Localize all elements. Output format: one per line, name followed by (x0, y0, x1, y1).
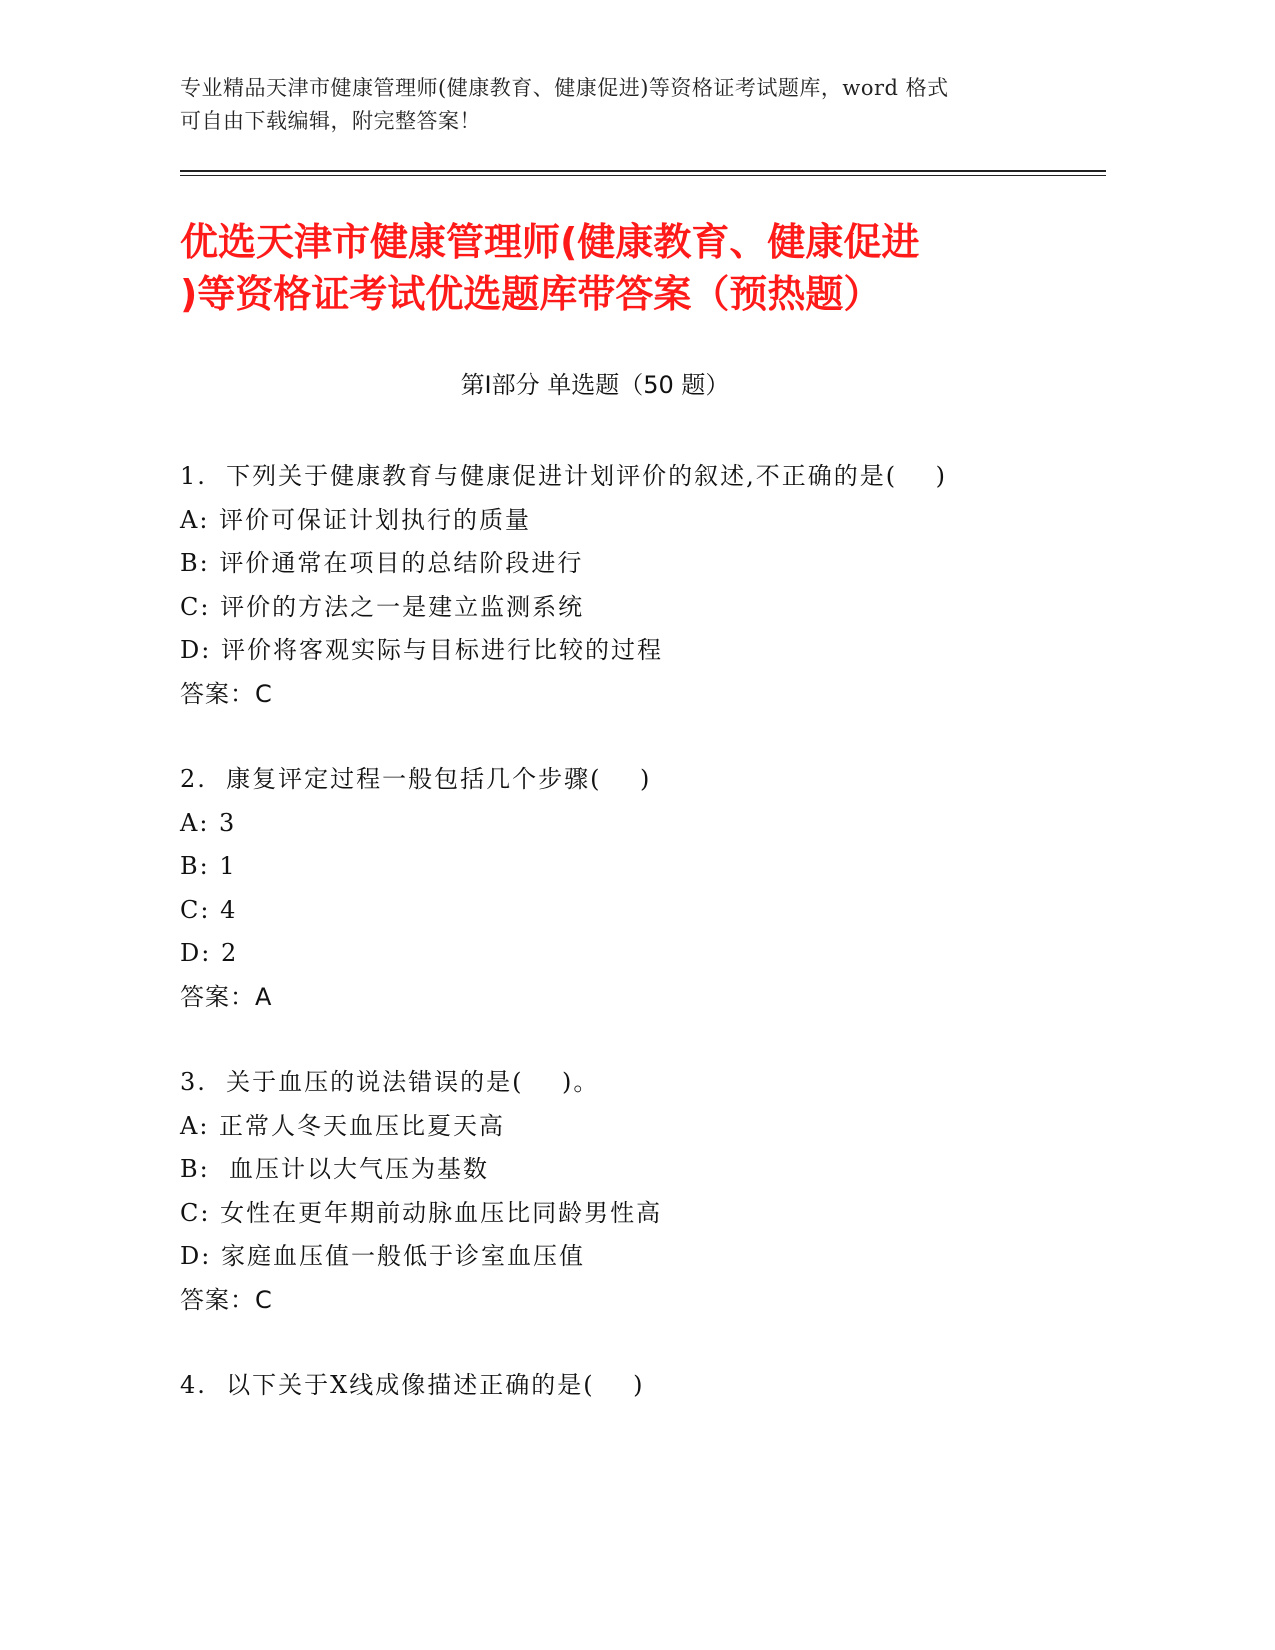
question-2 (180, 758, 1080, 1019)
option-d: D: 2 (180, 939, 239, 967)
question-stem: 4. 以下关于X线成像描述正确的是( ) (180, 1371, 645, 1399)
option-d: D: 评价将客观实际与目标进行比较的过程 (180, 636, 663, 664)
question-3 (180, 1061, 1080, 1322)
document-title (180, 216, 1060, 320)
section-title: 第Ⅰ部分 单选题（50 题） (460, 371, 730, 399)
option-a: A: 3 (180, 808, 237, 837)
option-b: B: 血压计以大气压为基数 (180, 1155, 489, 1183)
question-list (180, 455, 1080, 1450)
answer-label: 答案：C (180, 679, 273, 708)
option-b: B: 评价通常在项目的总结阶段进行 (180, 549, 584, 577)
document-title-line-1: 优选天津市健康管理师(健康教育、健康促进 (180, 220, 920, 264)
question-stem: 2. 康复评定过程一般包括几个步骤( ) (180, 765, 652, 793)
document-title-line-2: )等资格证考试优选题库带答案（预热题） (180, 272, 882, 316)
option-c: C: 女性在更年期前动脉血压比同龄男性高 (180, 1198, 663, 1227)
option-c: C: 4 (180, 895, 238, 924)
answer-label: 答案：C (180, 1285, 273, 1314)
question-stem: 1. 下列关于健康教育与健康促进计划评价的叙述,不正确的是( ) (180, 462, 948, 490)
option-d: D: 家庭血压值一般低于诊室血压值 (180, 1242, 585, 1270)
header-note-line-1: 专业精品天津市健康管理师(健康教育、健康促进)等资格证考试题库，word 格式 (180, 76, 949, 100)
header-note-line-2: 可自由下载编辑，附完整答案！ (180, 109, 481, 133)
option-a: A: 正常人冬天血压比夏天高 (180, 1111, 506, 1140)
question-4 (180, 1364, 1080, 1408)
option-c: C: 评价的方法之一是建立监测系统 (180, 592, 585, 621)
header-note (180, 72, 1040, 138)
question-stem: 3. 关于血压的说法错误的是( )。 (180, 1068, 600, 1096)
answer-label: 答案：A (180, 982, 273, 1011)
option-b: B: 1 (180, 852, 237, 880)
header-divider (180, 170, 1106, 176)
question-1 (180, 455, 1080, 716)
option-a: A: 评价可保证计划执行的质量 (180, 505, 532, 534)
